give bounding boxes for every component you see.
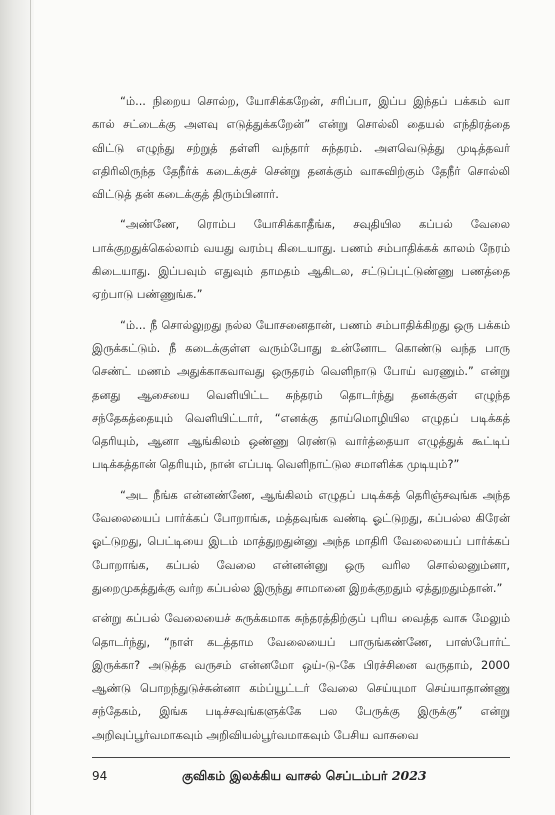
continuation-paragraph: என்று கப்பல் வேலையைச் சுருக்கமாக சுந்தரத்திற்குப் புரிய வைத்த வாசு மேலும் தொடர்ந்து, “நாள் கடத்தாம வேலையைப் பாருங்கண்ணே, பாஸ்போர்ட் இருக்கா? அடுத்த வருசம் என்னமோ ஒய்-டு-கே பிரச்சினை வருதாம், 2000 ஆண்டு பொறந்துடுச்சுன்னா கம்ப்யூட்டர் வேலை செய்யுமா செய்யாதாண்ணு சந்தேகம், இங்க படிச்சவுங்களுக்கே பல பேருக்கு இருக்கு” என்று அறிவுப்பூர்வமாகவும் அறிவியல்பூர்வமாகவும் பேசிய வாசுவை (92, 611, 510, 742)
page-number: 94 (92, 769, 108, 783)
binding-edge (30, 0, 31, 815)
issue-year: 2023 (391, 768, 427, 783)
body-text (92, 90, 510, 754)
paragraph: “அட நீங்க என்னண்ணே, ஆங்கிலம் எழுதப் படிக்கத் தெரிஞ்சவுங்க அந்த வேலையைப் பார்க்கப் போறாங்க, மத்தவுங்க வண்டி ஓட்டுறது, கப்பல்ல கிரேன் ஓட்டுறது, பெட்டியை இடம் மாத்துறதுன்னு அந்த மாதிரி வேலையைப் பார்க்கப் போறாங்க, கப்பல் வேலை என்னன்னு ஒரு வரில சொல்லனும்னா, துறைமுகத்துக்கு வர்ற கப்பல்ல இருந்து சாமானை இறக்குறதும் ஏத்துறதும்தான்.” (92, 487, 510, 595)
paragraph: “ம்... நீ சொல்லுறது நல்ல யோசனைதான், பணம் சம்பாதிக்கிறது ஒரு பக்கம் இருக்கட்டும். நீ கடைக்குள்ள வரும்போது உன்னோட கொண்டு வந்த பாரு செண்ட் மணம் அதுக்காகவாவது ஒருதரம் வெளிநாடு போய் வரணும்.” என்று தனது ஆசையை வெளியிட்ட சுந்தரம் தொடர்ந்து தனக்குள் எழுந்த சந்தேகத்தையும் வெளியிட்டார், “எனக்கு தாய்மொழியில எழுதப் படிக்கத் தெரியும், ஆனா ஆங்கிலம் ஒண்ணு ரெண்டு வார்த்தையா எழுத்துக் கூட்டிப் படிக்கத்தான் தெரியும், நான் எப்படி வெளிநாட்டுல சமாளிக்க முடியும்?” (92, 317, 510, 472)
magazine-title (182, 768, 427, 785)
footer-divider (92, 757, 510, 758)
binding-shadow (0, 0, 34, 815)
magazine-name: குவிகம் இலக்கிய வாசல் செப்டம்பர் (182, 768, 388, 783)
paragraph: “ம்... நிறைய சொல்ற, யோசிக்கறேன், சரிப்பா, இப்ப இந்தப் பக்கம் வா கால் சட்டைக்கு அளவு எடுத்துக்கறேன்” என்று சொல்லி தையல் எந்திரத்தை விட்டு எழுந்து சற்றுத் தள்ளி வந்தார் சுந்தரம். அளவெடுத்து முடித்தவர் எதிரிலிருந்த தேநீர்க் கடைக்குச் சென்று தனக்கும் வாசுவிற்கும் தேநீர் சொல்லி விட்டுத் தன் கடைக்குத் திரும்பினார். (92, 94, 510, 202)
paragraph: “அண்ணே, ரொம்ப யோசிக்காதீங்க, சவுதியில கப்பல் வேலை பாக்குறதுக்கெல்லாம் வயது வரம்பு கிடையாது. பணம் சம்பாதிக்கக் காலம் நேரம் கிடையாது. இப்பவும் எதுவும் தாமதம் ஆகிடல, சட்டுப்புட்டுண்ணு பணத்தை ஏற்பாடு பண்ணுங்க.” (92, 217, 510, 302)
page-footer (92, 768, 510, 788)
